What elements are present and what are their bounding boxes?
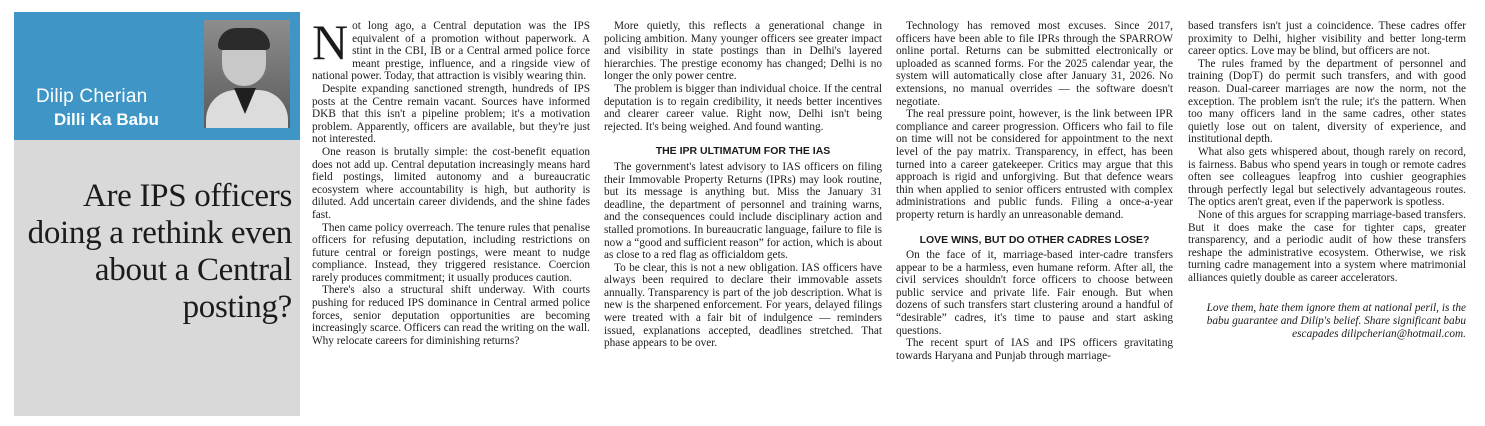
paragraph: On the face of it, marriage-based inter-cadre transfers appear to be a harmless, even humane reform. After all, the civil services shouldn't force officers to choose between public service and private life. Fair enough. But when dozens of such transfers start clustering around a handful of “desirable” cadres, it's time to pause and start asking questions. — [896, 249, 1173, 337]
paragraph: The government's latest advisory to IAS officers on filing their Immovable Property Returns (IPRs) may look routine, but its message is anything but. Miss the January 31 deadline, the department of personnel and training warns, and the consequences could include disciplinary action and stalled promotions. In bureaucratic language, failure to file is now a “good and sufficient reason” for action, which is about as close to a red flag as officialdom gets. — [604, 160, 882, 262]
paragraph: More quietly, this reflects a generational change in policing ambition. Many younger officers see greater impact and visibility in state postings than in Delhi's layered hierarchies. The prestige economy has changed; Delhi is no longer the only power centre. — [604, 20, 882, 83]
paragraph: Then came policy overreach. The tenure rules that penalise officers for refusing deputation, including restrictions on future central or foreign postings, were meant to nudge compliance. Instead, they triggered resistance. Coercion rarely produces commitment; it usually produces caution. — [312, 221, 590, 284]
paragraph: There's also a structural shift underway. With courts pushing for reduced IPS dominance in Central armed police forces, senior deputation opportunities are becoming increasingly scarce. Officers can read the writing on the wall. Why relocate careers for diminishing returns? — [312, 284, 590, 347]
paragraph: One reason is brutally simple: the cost-benefit equation does not add up. Central deputation increasingly means hard field postings, limited autonomy and a bureaucratic ecosystem where accountability is high, but authority is diluted. Add uncertain career dividends, and the shine fades fast. — [312, 145, 590, 221]
paragraph: To be clear, this is not a new obligation. IAS officers have always been required to declare their immovable assets annually. Transparency is part of the job description. What is new is the sharpened enforcement. For years, delayed filings were treated with a fair bit of indulgence — reminders issued, explanations accepted, deadlines stretched. That phase appears to be over. — [604, 261, 882, 350]
paragraph: The rules framed by the department of personnel and training (DopT) do permit such transfers, and with good reason. Dual-career marriages are now the norm, not the exception. The problem isn't the rule; it's the pattern. When too many officers land in the same cadres, other states quietly lose out on talent, diversity of experience, and institutional depth. — [1188, 57, 1466, 146]
paragraph: Technology has removed most excuses. Since 2017, officers have been able to file IPRs through the SPARROW online portal. Returns can be submitted electronically or uploaded as scanned forms. For the 2025 calendar year, the system will automatically close after January 31, 2026. No extensions, no manual overrides — the software doesn't negotiate. — [896, 20, 1173, 108]
paragraph: based transfers isn't just a coincidence. These cadres offer proximity to Delhi, higher visibility and better long-term career optics. Love may be blind, but officers are not. — [1188, 20, 1466, 58]
paragraph: Despite expanding sanctioned strength, hundreds of IPS posts at the Centre remain vacant. Sources have informed DKB that this isn't a pipeline problem; it's a motivation problem. Apparently, officers are available, but they're just not interested. — [312, 82, 590, 146]
newspaper-page — [14, 12, 1472, 416]
author-signoff: Love them, hate them ignore them at national peril, is the babu guarantee and Dilip's belief. Share significant babu escapades dilipcherian@hotmail.com. — [1206, 302, 1466, 340]
paragraph: Not long ago, a Central deputation was the IPS equivalent of a promotion without paperwork. A stint in the CBI, IB or a Central armed police force meant prestige, influence, and a ringside view of national power. Today, that attraction is visibly wearing thin. — [312, 20, 590, 83]
paragraph: The problem is bigger than individual choice. If the central deputation is to regain credibility, it needs better incentives and clearer career value. Right now, Delhi isn't being rejected. It's being weighed. And found wanting. — [604, 82, 882, 133]
article-column-2 — [604, 20, 882, 412]
subheading-love: LOVE WINS, BUT DO OTHER CADRES LOSE? — [919, 233, 1150, 246]
author-photo — [204, 20, 290, 128]
author-name: Dilip Cherian — [36, 86, 148, 107]
author-banner — [14, 12, 300, 140]
column-name: Dilli Ka Babu — [54, 110, 159, 129]
paragraph: What also gets whispered about, though rarely on record, is fairness. Babus who spend years in tough or remote cadres often see colleagues leapfrog into cushier geographies through perfectly legal but selectively advantageous routes. The optics aren't great, even if the paperwork is spotless. — [1188, 145, 1466, 209]
paragraph: The recent spurt of IAS and IPS officers gravitating towards Haryana and Punjab through marriage- — [896, 337, 1173, 362]
paragraph: The real pressure point, however, is the link between IPR compliance and career progression. Officers who fail to file on time will not be considered for appointment to the next level of the pay matrix. Transparency, in effect, has been turned into a career gatekeeper. Critics may argue that this approach is rigid and unforgiving. But that defence wears thin when applied to senior officers entrusted with complex administrations and public funds. Filing a once-a-year property return is hardly an unreasonable demand. — [896, 108, 1173, 221]
drop-cap: N — [312, 20, 349, 70]
headline-panel — [14, 12, 300, 416]
article-column-1 — [312, 20, 590, 412]
subheading-ipr: THE IPR ULTIMATUM FOR THE IAS — [655, 145, 831, 158]
article-column-4 — [1188, 20, 1466, 412]
headline: Are IPS officers doing a rethink even about a Central posting? — [27, 178, 292, 325]
article-column-3 — [896, 20, 1173, 412]
paragraph: None of this argues for scrapping marriage-based transfers. But it does make the case for tighter caps, greater transparency, and a periodic audit of how these transfers reshape the administrative ecosystem. Otherwise, we risk turning cadre management into a system where matrimonial alliances quietly double as career accelerators. — [1188, 208, 1466, 284]
